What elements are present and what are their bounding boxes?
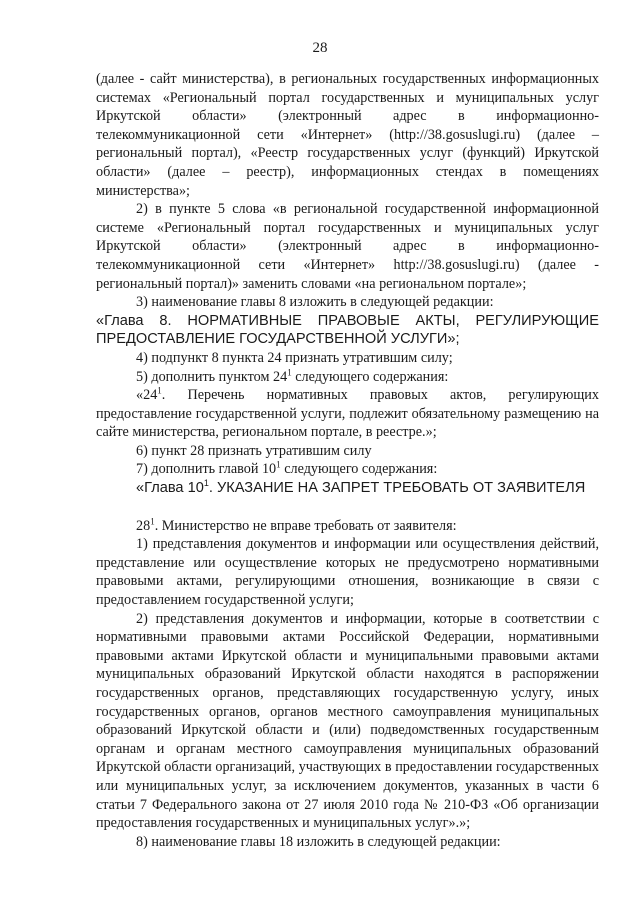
document-body bbox=[96, 70, 599, 851]
paragraph-12: 2) представления документов и информации, которые в соответствии с нормативными правовыми актами Российской Федерации, нормативными правовыми актами Иркутской области и муниципальными правовыми актами муниципальных образований Иркутской области находятся в распоряжении государственных органов, представляющих государственную услугу, иных государственных органов, органов местного самоуправления муниципальных образований Иркутской области и (или) подведомственных государственным органам и органам местного самоуправления муниципальных образований Иркутской области организаций, участвующих в предоставлении государственных или муниципальных услуг, за исключением документов, указанных в части 6 статьи 7 Федерального закона от 27 июля 2010 года № 210-ФЗ «Об организации предоставления государственных и муниципальных услуг».»; bbox=[96, 610, 599, 832]
paragraph-6: «$24^1$. Перечень нормативных правовых актов, регулирующих предоставление государственной услуги, подлежит обязательному размещению на сайте министерства, региональном портале, в реестре.»; bbox=[96, 385, 599, 441]
paragraph-4: 4) подпункт 8 пункта 24 признать утратившим силу; bbox=[136, 349, 453, 366]
paragraph-2: 3) наименование главы 8 изложить в следующей редакции: bbox=[136, 294, 494, 311]
paragraph-8: 7) дополнить главой $10^1$ следующего содержания: bbox=[136, 459, 438, 478]
page-number: 28 bbox=[312, 40, 328, 56]
chapter-10-1-heading: «Глава $10^1$. УКАЗАНИЕ НА ЗАПРЕТ ТРЕБОВАТЬ ОТ ЗАЯВИТЕЛЯ bbox=[136, 478, 586, 497]
paragraph-5: 5) дополнить пунктом $24^1$ следующего содержания: bbox=[136, 366, 449, 385]
paragraph-0: (далее - сайт министерства), в региональных государственных информационных системах «Региональный портал государственных и муниципальных услуг Иркутской области» (электронный адрес в информационно-телекоммуникационной сети «Интернет» (http://38.gosuslugi.ru) (далее – региональный портал), «Реестр государственных услуг (функций) Иркутской области» (далее – реестр), информационных стендах в помещениях министерства»; bbox=[96, 71, 599, 199]
chapter-8-heading: «Глава 8. НОРМАТИВНЫЕ ПРАВОВЫЕ АКТЫ, РЕГУЛИРУЮЩИЕ ПРЕДОСТАВЛЕНИЕ ГОСУДАРСТВЕННОЙ УСЛУГИ»; bbox=[96, 312, 599, 348]
paragraph-10: $28^1$. Министерство не вправе требовать от заявителя: bbox=[136, 515, 457, 534]
paragraph-7: 6) пункт 28 признать утратившим силу bbox=[136, 442, 372, 459]
paragraph-11: 1) представления документов и информации или осуществления действий, представление или осуществление которых не предусмотрено нормативными правовыми актами, регулирующими отношения, возникающие в связи с предоставлением государственной услуги; bbox=[96, 536, 599, 609]
paragraph-1: 2) в пункте 5 слова «в региональной государственной информационной системе «Региональный портал государственных и муниципальных услуг Иркутской области» (электронный адрес в информационно-телекоммуникационной сети «Интернет» http://38.gosuslugi.ru) (далее - региональный портал)» заменить словами «на региональном портале»; bbox=[96, 201, 599, 292]
paragraph-13: 8) наименование главы 18 изложить в следующей редакции: bbox=[136, 833, 501, 850]
